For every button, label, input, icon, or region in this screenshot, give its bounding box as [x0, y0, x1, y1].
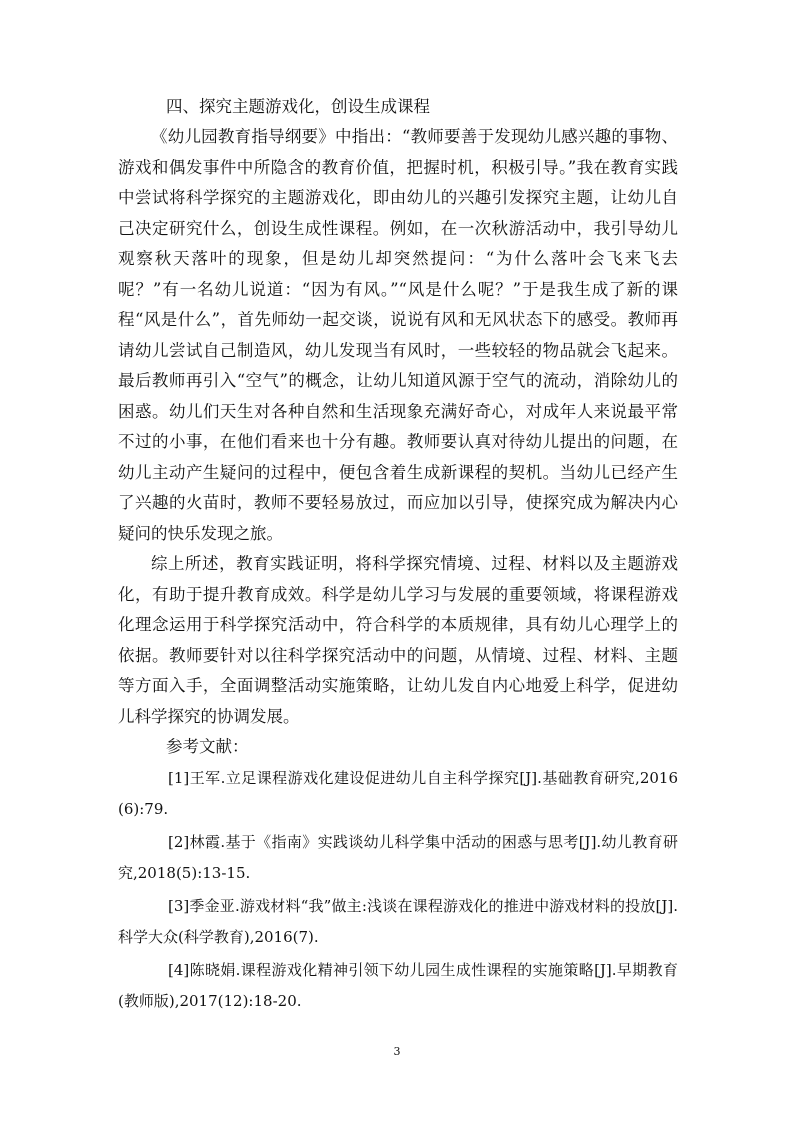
section-heading: 四、探究主题游戏化，创设生成课程 — [166, 97, 430, 116]
body-paragraph-2: 综上所述，教育实践证明，将科学探究情境、过程、材料以及主题游戏化，有助于提升教育成效。科学是幼儿学习与发展的重要领域，将课程游戏化理念运用于科学探究活动中，符合科学的本质规律，具有幼儿心理学上的依据。教师要针对以往科学探究活动中的问题，从情境、过程、材料、主题等方面入手，全面调整活动实施策略，让幼儿发自内心地爱上科学，促进幼儿科学探究的协调发展。 — [118, 554, 678, 726]
reference-item-1: [1]王军.立足课程游戏化建设促进幼儿自主科学探究[J].基础教育研究,2016(6):79. — [118, 768, 678, 818]
reference-item-3: [3]季金亚.游戏材料“我”做主:浅谈在课程游戏化的推进中游戏材料的投放[J].科学大众(科学教育),2016(7). — [118, 896, 678, 946]
reference-item-2: [2]林霞.基于《指南》实践谈幼儿科学集中活动的困惑与思考[J].幼儿教育研究,2018(5):13-15. — [118, 832, 678, 882]
page-content — [118, 92, 678, 1019]
reference-item-4: [4]陈晓娟.课程游戏化精神引领下幼儿园生成性课程的实施策略[J].早期教育(教师版),2017(12):18-20. — [118, 960, 678, 1010]
body-paragraph-1: 《幼儿园教育指导纲要》中指出：“教师要善于发现幼儿感兴趣的事物、游戏和偶发事件中所隐含的教育价值，把握时机，积极引导。”我在教育实践中尝试将科学探究的主题游戏化，即由幼儿的兴趣引发探究主题，让幼儿自己决定研究什么，创设生成性课程。例如，在一次秋游活动中，我引导幼儿观察秋天落叶的现象，但是幼儿却突然提问：“为什么落叶会飞来飞去呢？”有一名幼儿说道：“因为有风。”“风是什么呢？”于是我生成了新的课程“风是什么”，首先师幼一起交谈，说说有风和无风状态下的感受。教师再请幼儿尝试自己制造风，幼儿发现当有风时，一些较轻的物品就会飞起来。最后教师再引入“空气”的概念，让幼儿知道风源于空气的流动，消除幼儿的困惑。幼儿们天生对各种自然和生活现象充满好奇心，对成年人来说最平常不过的小事，在他们看来也十分有趣。教师要认真对待幼儿提出的问题，在幼儿主动产生疑问的过程中，便包含着生成新课程的契机。当幼儿已经产生了兴趣的火苗时，教师不要轻易放过，而应加以引导，使探究成为解决内心疑问的快乐发现之旅。 — [118, 127, 678, 543]
page-number: 3 — [393, 1045, 401, 1058]
references-title: 参考文献： — [166, 737, 249, 756]
